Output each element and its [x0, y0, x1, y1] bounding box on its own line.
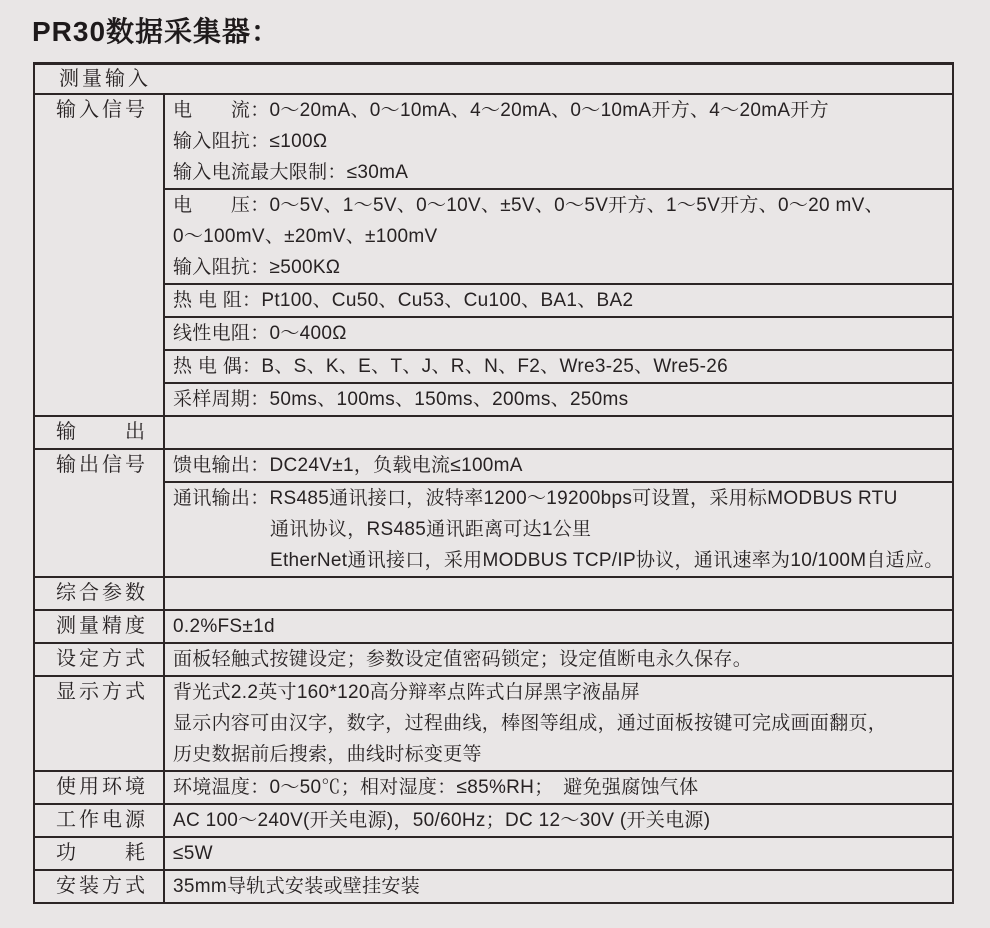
row-label: 输 出 — [35, 417, 165, 448]
spec-line: EtherNet通讯接口，采用MODBUS TCP/IP协议，通讯速率为10/100M自适应。 — [270, 550, 944, 571]
spec-row-general-params — [35, 576, 952, 609]
spec-line: 背光式2.2英寸160*120高分辩率点阵式白屏黑字液晶屏 — [173, 682, 640, 703]
row-value — [165, 677, 952, 770]
row-label: 综合参数 — [35, 578, 165, 609]
spec-table — [33, 62, 954, 904]
spec-line: 馈电输出：DC24V±1，负载电流≤100mA — [173, 455, 523, 476]
spec-line: AC 100～240V(开关电源)，50/60Hz；DC 12～30V (开关电源) — [173, 810, 711, 831]
row-label: 显示方式 — [35, 677, 165, 770]
subcell-voltage — [165, 188, 952, 283]
subcell-current — [165, 95, 952, 188]
spec-line: 热 电 阻：Pt100、Cu50、Cu53、Cu100、BA1、BA2 — [173, 290, 634, 311]
spec-line: 面板轻触式按键设定；参数设定值密码锁定；设定值断电永久保存。 — [173, 649, 753, 670]
spec-line: 输入电流最大限制：≤30mA — [173, 162, 409, 183]
spec-line: 线性电阻：0～400Ω — [173, 323, 347, 344]
spec-line: 采样周期：50ms、100ms、150ms、200ms、250ms — [173, 389, 629, 410]
spec-row-input-signal — [35, 93, 952, 415]
spec-row-environment — [35, 770, 952, 803]
spec-line: 热 电 偶：B、S、K、E、T、J、R、N、F2、Wre3-25、Wre5-26 — [173, 356, 728, 377]
row-value — [165, 611, 952, 642]
row-value — [165, 644, 952, 675]
row-value — [165, 450, 952, 576]
spec-line: 环境温度：0～50℃；相对湿度：≤85%RH； 避免强腐蚀气体 — [173, 777, 699, 798]
row-label: 安装方式 — [35, 871, 165, 902]
spec-line: 0～100mV、±20mV、±100mV — [173, 226, 438, 247]
subcell-thermocouple — [165, 349, 952, 382]
spec-line: 输入阻抗：≤100Ω — [173, 131, 328, 152]
row-label: 功 耗 — [35, 838, 165, 869]
spec-row-output — [35, 415, 952, 448]
subcell-feed-output — [165, 450, 952, 481]
row-value — [165, 95, 952, 415]
section-header-label: 测量输入 — [59, 68, 151, 90]
subcell-comm-output — [165, 481, 952, 576]
page-title: PR30数据采集器： — [32, 16, 281, 47]
spec-line: 输入阻抗：≥500KΩ — [173, 257, 341, 278]
row-label: 使用环境 — [35, 772, 165, 803]
spec-line: 电 流：0～20mA、0～10mA、4～20mA、0～10mA开方、4～20mA开方 — [173, 100, 829, 121]
spec-line: 电 压：0～5V、1～5V、0～10V、±5V、0～5V开方、1～5V开方、0～20 mV、 — [173, 195, 884, 216]
row-value-empty — [165, 578, 952, 609]
spec-line: 通讯输出：RS485通讯接口，波特率1200～19200bps可设置，采用标MODBUS RTU — [173, 488, 898, 509]
spec-line: 显示内容可由汉字，数字，过程曲线，棒图等组成，通过面板按键可完成画面翻页， — [173, 713, 888, 734]
row-label: 输入信号 — [35, 95, 165, 415]
row-value — [165, 838, 952, 869]
spec-row-measure-input — [35, 65, 952, 93]
subcell-linear-resistance — [165, 316, 952, 349]
subcell-rtd — [165, 283, 952, 316]
spec-row-power-consumption — [35, 836, 952, 869]
row-label: 输出信号 — [35, 450, 165, 576]
spec-line: 0.2%FS±1d — [173, 616, 275, 637]
spec-row-display-mode — [35, 675, 952, 770]
spec-row-accuracy — [35, 609, 952, 642]
row-label: 工作电源 — [35, 805, 165, 836]
subcell-sampling-cycle — [165, 382, 952, 415]
spec-row-power-supply — [35, 803, 952, 836]
row-label: 测量精度 — [35, 611, 165, 642]
row-value — [165, 871, 952, 902]
spec-line: 35mm导轨式安装或壁挂安装 — [173, 876, 420, 897]
spec-row-setting-mode — [35, 642, 952, 675]
row-value-empty — [165, 417, 952, 448]
spec-line: ≤5W — [173, 843, 213, 864]
spec-row-output-signal — [35, 448, 952, 576]
row-value — [165, 772, 952, 803]
spec-row-mounting — [35, 869, 952, 902]
row-value — [165, 805, 952, 836]
spec-line: 通讯协议，RS485通讯距离可达1公里 — [270, 519, 592, 540]
spec-line: 历史数据前后搜索，曲线时标变更等 — [173, 744, 482, 765]
row-label: 设定方式 — [35, 644, 165, 675]
